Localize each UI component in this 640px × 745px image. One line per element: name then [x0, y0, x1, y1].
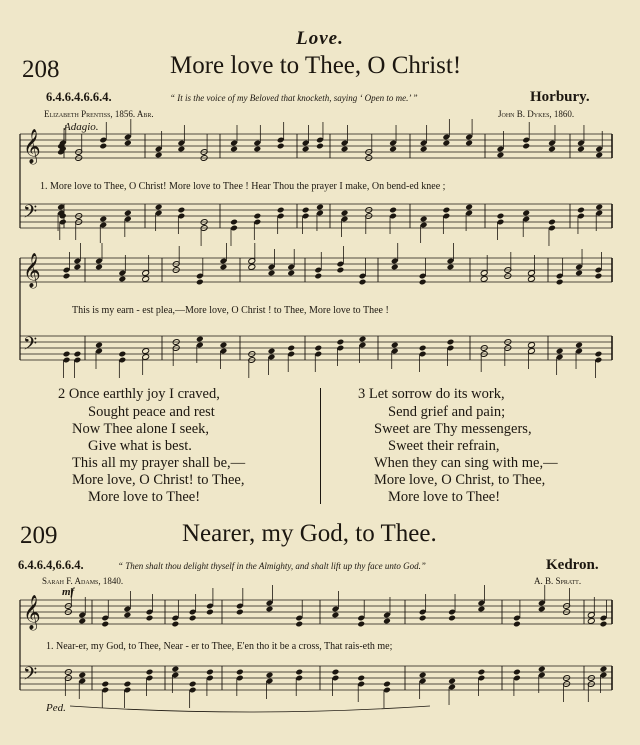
verse-line: 2 Once earthly joy I craved, [58, 386, 220, 402]
lyrics-line: 1. More love to Thee, O Christ! More love to Thee ! Hear Thou the prayer I make, On bend-ed knee ; [40, 181, 446, 192]
tune-name: Horbury. [530, 89, 590, 105]
verse-line: Sweet their refrain, [388, 438, 500, 454]
verse-line: This all my prayer shall be,— [72, 455, 246, 471]
svg-text:𝄞: 𝄞 [23, 253, 41, 288]
hymn-number: 208 [22, 56, 60, 83]
svg-text:𝄢: 𝄢 [23, 334, 38, 359]
verse-line: Now Thee alone I seek, [72, 421, 210, 437]
pedal-marking: Ped. [46, 702, 66, 714]
hymn-number: 209 [20, 522, 58, 549]
meter: 6.4.6.4,6.6.4. [18, 558, 84, 572]
verse-line: More love to Thee! [88, 489, 201, 505]
lyrics-line: 1. Near-er, my God, to Thee, Near - er to Thee, E'en tho it be a cross, That rais-eth me; [46, 641, 393, 652]
dynamic-marking: mf [62, 586, 75, 598]
verse-line: More love to Thee! [388, 489, 501, 505]
epigraph: “ It is the voice of my Beloved that knocketh, saying ‘ Open to me.’ ” [170, 93, 418, 103]
verse-line: Sought peace and rest [88, 404, 215, 420]
composer: A. B. Spratt. [534, 576, 582, 586]
hymn-title: Nearer, my God, to Thee. [182, 520, 437, 547]
svg-text:𝄢: 𝄢 [23, 202, 38, 227]
verse-line: More love, O Christ! to Thee, [72, 472, 245, 488]
verse-line: Give what is best. [88, 438, 192, 454]
svg-text:𝄢: 𝄢 [23, 664, 38, 689]
svg-text:𝄞: 𝄞 [23, 595, 41, 630]
verse-line: When they can sing with me,— [374, 455, 558, 471]
verse-line: 3 Let sorrow do its work, [358, 386, 505, 402]
author: Elizabeth Prentiss, 1856. Abr. [44, 109, 154, 119]
tempo-marking: Adagio. [64, 121, 99, 133]
epigraph: “ Then shalt thou delight thyself in the Almighty, and shalt lift up thy face unto God.” [118, 561, 426, 571]
svg-text:𝄞: 𝄞 [23, 129, 41, 164]
hymn-title: More love to Thee, O Christ! [170, 52, 462, 79]
lyrics-line: This is my earn - est plea,—More love, O Christ ! to Thee, More love to Thee ! [72, 305, 389, 316]
author: Sarah F. Adams, 1840. [42, 576, 124, 586]
verse-line: Sweet are Thy messengers, [374, 421, 532, 437]
verse-divider [320, 388, 321, 504]
verse-line: Send grief and pain; [388, 404, 506, 420]
tune-name: Kedron. [546, 557, 599, 573]
verse-line: More love, O Christ, to Thee, [374, 472, 546, 488]
composer: John B. Dykes, 1860. [498, 109, 575, 119]
section-title: Love. [296, 28, 344, 49]
meter: 6.4.6.4.6.6.4. [46, 90, 112, 104]
